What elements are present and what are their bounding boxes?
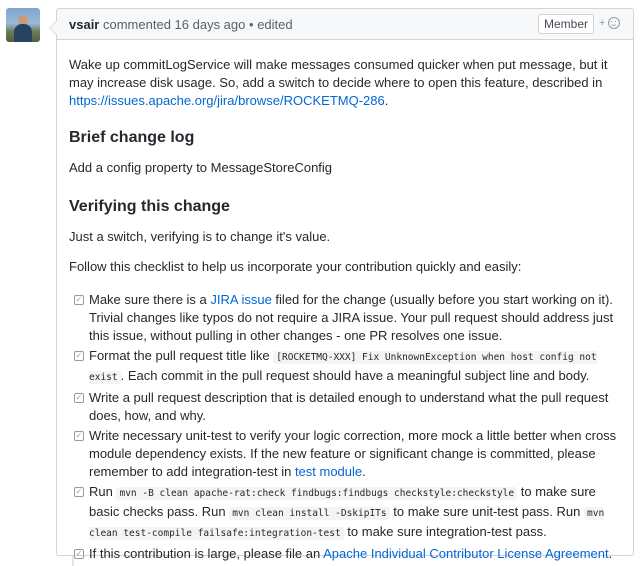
checkbox-checked-icon[interactable]: ✓ (75, 295, 83, 304)
task-text: Make sure there is a (89, 292, 211, 307)
icla-link[interactable]: Apache Individual Contributor License Agreement (323, 546, 609, 561)
inline-code: mvn -B clean apache-rat:check findbugs:findbugs checkstyle:checkstyle (116, 487, 517, 500)
comment-caret-inner (50, 21, 57, 35)
checkbox-checked-icon[interactable]: ✓ (75, 393, 83, 402)
author-link[interactable]: vsair (69, 17, 100, 32)
verify-text: Just a switch, verifying is to change it's value. (69, 229, 331, 244)
intro-text: Wake up commitLogService will make messages consumed quicker when put message, but it may increase disk usage. So, add a switch to decide where to open this feature, described in (69, 57, 608, 90)
task-list (69, 291, 619, 565)
member-badge: Member (538, 14, 594, 34)
jira-link[interactable]: https://issues.apache.org/jira/browse/ROCKETMQ-286 (69, 93, 385, 108)
inline-code: mvn clean test-compile failsafe:integration-test (89, 508, 605, 539)
heading-brief-change-log: Brief change log (69, 129, 195, 146)
comment-meta (69, 17, 293, 32)
comment-header (57, 9, 633, 40)
avatar-person-body (14, 24, 32, 42)
task-text: . Each commit in the pull request should have a meaningful subject line and body. (120, 368, 590, 383)
changelog-text: Add a config property to MessageStoreConfig (69, 160, 333, 175)
task-text: to make sure integration-test pass. (343, 524, 547, 539)
task-text: If this contribution is large, please file an (89, 546, 324, 561)
task-text: Write a pull request description that is detailed enough to understand what the pull request does, how, and why. (89, 390, 609, 423)
inline-code: mvn clean install -DskipITs (229, 507, 389, 520)
task-item (69, 427, 619, 481)
plus-icon: + (599, 17, 606, 29)
add-reaction-button[interactable] (599, 15, 623, 33)
commented-time[interactable]: commented 16 days ago (103, 17, 246, 32)
task-text: Run (89, 484, 117, 499)
task-text: Write necessary unit-test to verify your logic correction, more mock a little better when cross module dependency exists. If the new feature or significant change is committed, please remember to add integration-test in (89, 428, 617, 479)
task-text: to make sure unit-test pass. Run (389, 504, 584, 519)
smiley-icon (608, 17, 620, 29)
checkbox-checked-icon[interactable]: ✓ (75, 431, 83, 440)
inline-code: [ROCKETMQ-XXX] Fix UnknownException when host config not exist (89, 352, 597, 383)
comment-body (57, 40, 633, 561)
task-item (69, 291, 619, 345)
checkbox-checked-icon[interactable]: ✓ (75, 549, 83, 558)
checklist-intro: Follow this checklist to help us incorporate your contribution quickly and easily: (69, 259, 522, 274)
task-text: . (608, 546, 613, 561)
task-item (69, 389, 619, 425)
comment-box (56, 8, 634, 561)
task-item (69, 545, 619, 563)
intro-paragraph (69, 56, 619, 110)
task-item (69, 483, 619, 543)
task-text: to make sure basic checks pass. Run (89, 484, 596, 519)
jira-issue-link[interactable]: JIRA issue (210, 292, 272, 307)
heading-verifying-change: Verifying this change (69, 198, 230, 215)
task-item (69, 347, 619, 387)
checkbox-checked-icon[interactable]: ✓ (75, 351, 83, 360)
task-text: . (362, 464, 366, 479)
checkbox-checked-icon[interactable]: ✓ (75, 487, 83, 496)
separator-dot: • (249, 17, 254, 32)
test-module-link[interactable]: test module (294, 464, 363, 479)
intro-text-end: . (384, 93, 389, 108)
edited-dropdown[interactable]: edited (257, 17, 293, 32)
task-text: filed for the change (usually before you start working on it). Trivial changes like typos do not require a JIRA issue. Your pull request should address just this issue, without pulling in other changes - one PR resolves one issue. (89, 292, 614, 343)
avatar[interactable] (6, 8, 40, 42)
task-text: Format the pull request title like (89, 348, 274, 363)
